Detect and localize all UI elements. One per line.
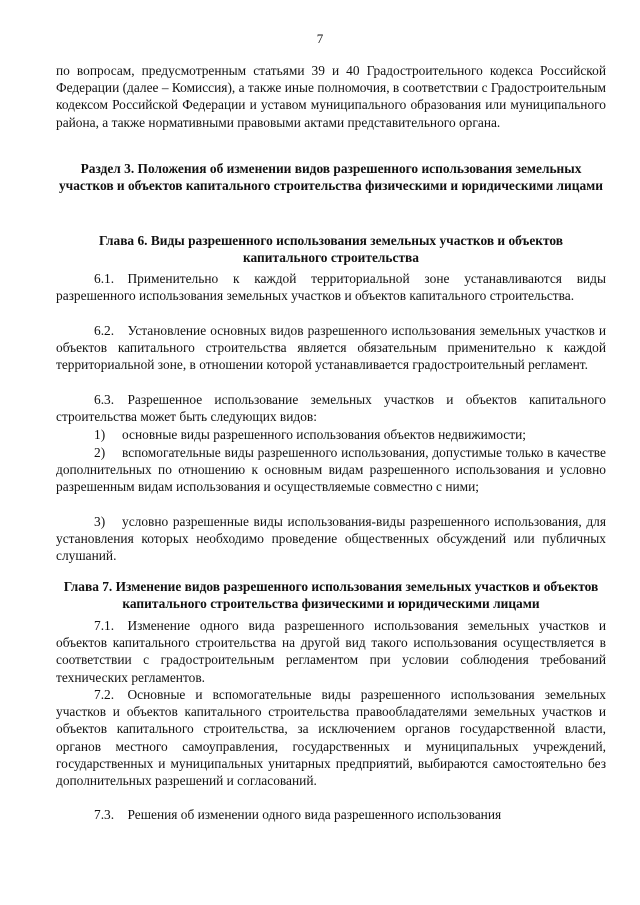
- list-item-text: условно разрешенные виды использования-виды разрешенного использования, для установления которых необходимо проведение общественных обсуждений или публичных слушаний.: [56, 514, 606, 564]
- paragraph-7-1: 7.1. Изменение одного вида разрешенного использования земельных участков и объектов капитального строительства на другой вид такого использования осуществляется в соответствии с градостроительным регламентом при условии соблюдения требований технических регламентов.: [56, 618, 606, 685]
- paragraph-7-3: 7.3. Решения об изменении одного вида разрешенного использования: [94, 807, 502, 822]
- chapter-7-heading: Глава 7. Изменение видов разрешенного использования земельных участков и объектов капитального строительства физическими и юридическими лицами: [63, 579, 599, 612]
- list-item: [56, 444, 606, 496]
- list-item: [56, 513, 606, 565]
- list-item-number: 1): [94, 427, 106, 442]
- paragraph-6-2: 6.2. Установление основных видов разрешенного использования земельных участков и объектов капитального строительства является обязательным применительно к каждой территориальной зоне, в отношении которой устанавливается градостроительный регламент.: [56, 323, 606, 373]
- list-item-number: 3): [94, 514, 106, 529]
- intro-paragraph: по вопросам, предусмотренным статьями 39 и 40 Градостроительного кодекса Российской Федерации (далее – Комиссия), а также иные полномочия, в соответствии с Градостроительным кодексом Российской Федерации и уставом муниципального образования или муниципального района, а также нормативными правовыми актами представительного органа.: [56, 63, 606, 130]
- paragraph-6-3: 6.3. Разрешенное использование земельных участков и объектов капитального строительства может быть следующих видов:: [56, 392, 606, 425]
- paragraph-6-1: 6.1. Применительно к каждой территориальной зоне устанавливаются виды разрешенного использования земельных участков и объектов капитального строительства.: [56, 271, 606, 304]
- list-item-text: вспомогательные виды разрешенного использования, допустимые только в качестве дополнительных по отношению к основным видам разрешенного использования и условно разрешенным видам использования и осуществляемые совместно с ними;: [56, 445, 606, 495]
- list-item-number: 2): [94, 445, 106, 460]
- list-item: [56, 426, 606, 443]
- list-item-text: основные виды разрешенного использования объектов недвижимости;: [122, 427, 526, 442]
- chapter-6-heading: Глава 6. Виды разрешенного использования земельных участков и объектов капитального строительства: [98, 233, 563, 266]
- page-number: 7: [316, 31, 324, 46]
- section-3-heading: Раздел 3. Положения об изменении видов разрешенного использования земельных участков и объектов капитального строительства физическими и юридическими лицами: [58, 161, 604, 194]
- paragraph-7-2: 7.2. Основные и вспомогательные виды разрешенного использования земельных участков и объектов капитального строительства правообладателями земельных участков и объектов капитального строительства, за исключением органов государственной власти, органов местного самоуправления, государственных и муниципальных учреждений, государственных и муниципальных унитарных предприятий, выбираются самостоятельно без дополнительных разрешений и согласований.: [56, 687, 606, 789]
